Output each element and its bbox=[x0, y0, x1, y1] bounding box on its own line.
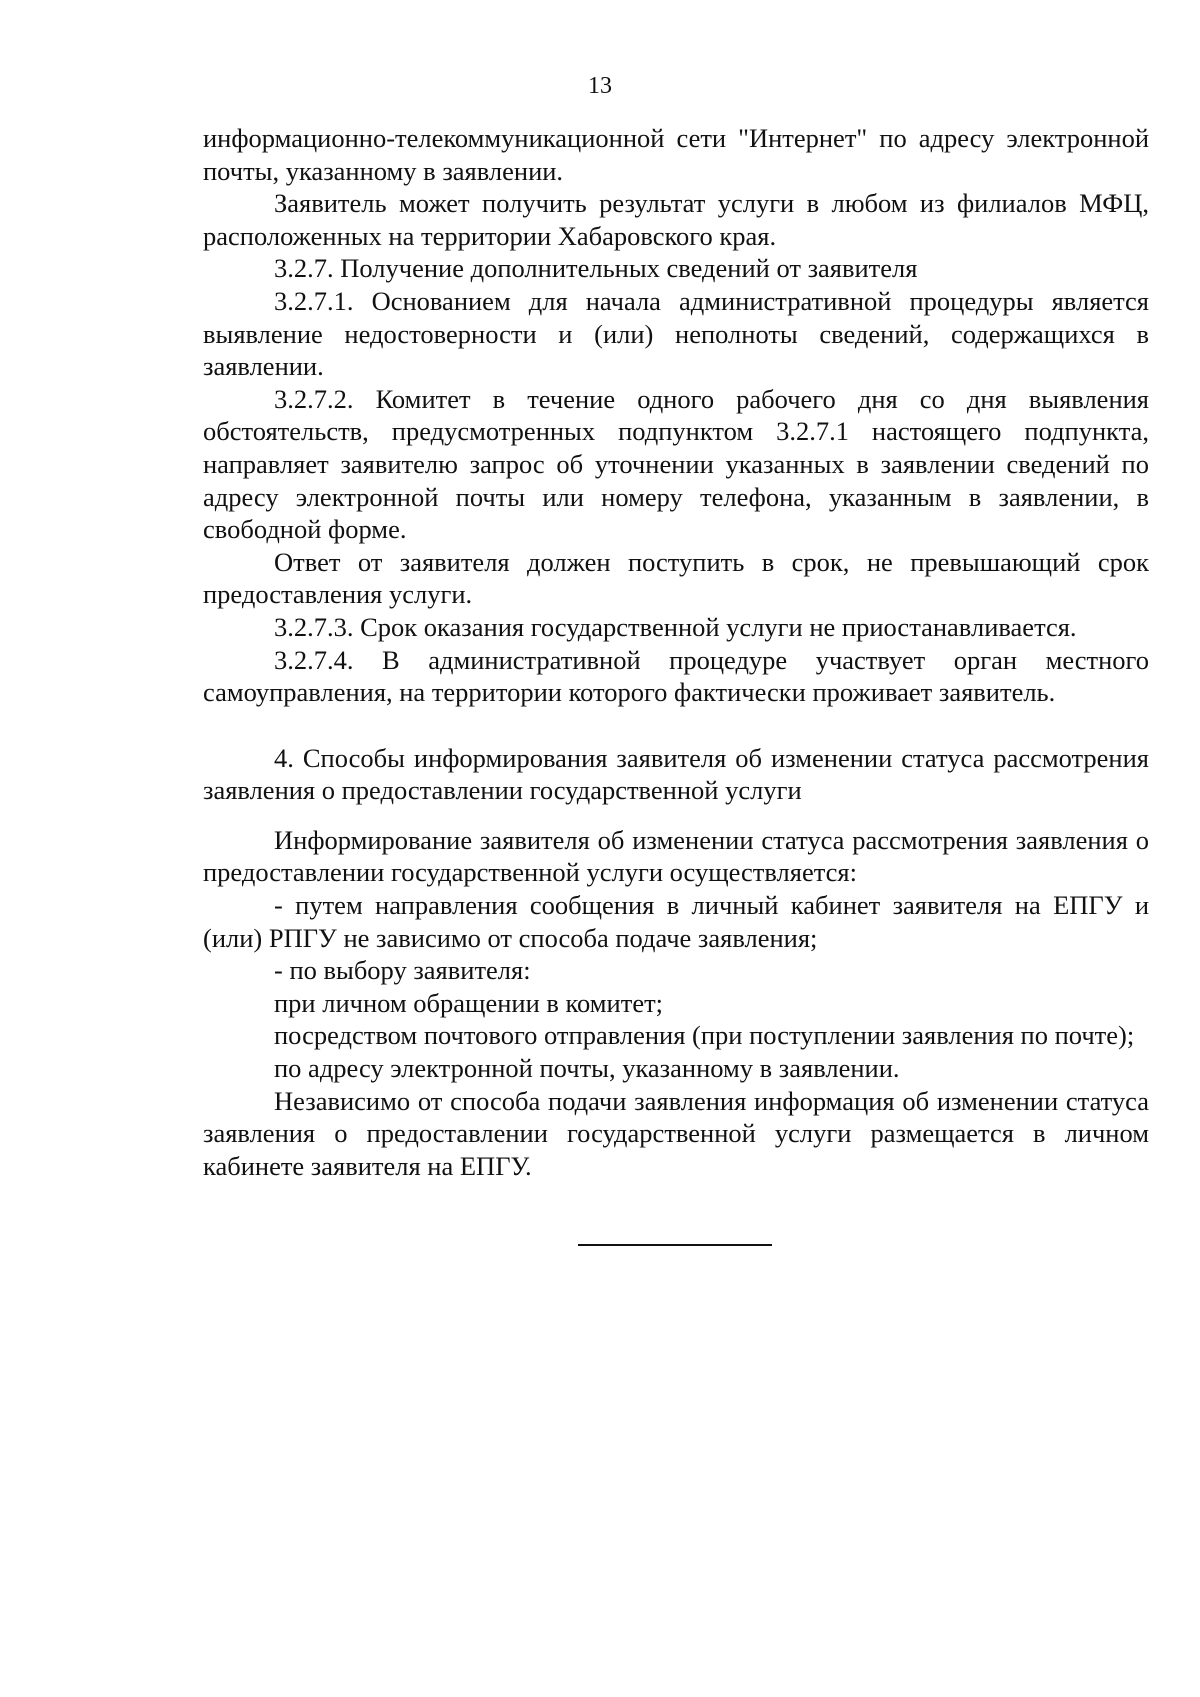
paragraph: 3.2.7.4. В административной процедуре участвует орган местного самоуправления, на территории которого фактически проживает заявитель. bbox=[203, 644, 1149, 708]
paragraph: 3.2.7.3. Срок оказания государственной услуги не приостанавливается. bbox=[274, 611, 1077, 642]
paragraph: Информирование заявителя об изменении статуса рассмотрения заявления о предоставлении государственной услуги осуществляется: bbox=[203, 824, 1149, 888]
paragraph: 3.2.7.1. Основанием для начала административной процедуры является выявление недостоверности и (или) неполноты сведений, содержащихся в заявлении. bbox=[203, 285, 1149, 382]
spacer bbox=[203, 807, 1149, 824]
paragraph: по адресу электронной почты, указанному в заявлении. bbox=[274, 1053, 900, 1084]
paragraph: 3.2.7. Получение дополнительных сведений от заявителя bbox=[274, 253, 918, 284]
paragraph: Независимо от способа подачи заявления информация об изменении статуса заявления о предоставлении государственной услуги размещается в личном кабинете заявителя на ЕПГУ. bbox=[203, 1085, 1149, 1181]
paragraph: Ответ от заявителя должен поступить в срок, не превышающий срок предоставления услуги. bbox=[203, 546, 1149, 610]
section-heading: 4. Способы информирования заявителя об изменении статуса рассмотрения заявления о предоставлении государственной услуги bbox=[203, 742, 1149, 806]
paragraph: Заявитель может получить результат услуги в любом из филиалов МФЦ, расположенных на территории Хабаровского края. bbox=[203, 188, 1149, 251]
paragraph: - по выбору заявителя: bbox=[274, 955, 531, 986]
paragraph: посредством почтового отправления (при поступлении заявления по почте); bbox=[274, 1020, 1135, 1051]
end-of-document-rule bbox=[578, 1244, 772, 1246]
paragraph: - путем направления сообщения в личный кабинет заявителя на ЕПГУ и (или) РПГУ не зависимо от способа подаче заявления; bbox=[203, 890, 1149, 953]
paragraph: 3.2.7.2. Комитет в течение одного рабочего дня со дня выявления обстоятельств, предусмотренных подпунктом 3.2.7.1 настоящего подпункта, направляет заявителю запрос об уточнении указанных в заявлении сведений по адресу электронной почты или номеру телефона, указанным в заявлении, в свободной форме. bbox=[203, 383, 1149, 545]
spacer bbox=[203, 709, 1149, 742]
page-number: 13 bbox=[588, 73, 612, 99]
paragraph: при личном обращении в комитет; bbox=[274, 987, 664, 1018]
document-body bbox=[203, 122, 1149, 1182]
paragraph: информационно-телекоммуникационной сети "Интернет" по адресу электронной почты, указанному в заявлении. bbox=[203, 123, 1149, 186]
